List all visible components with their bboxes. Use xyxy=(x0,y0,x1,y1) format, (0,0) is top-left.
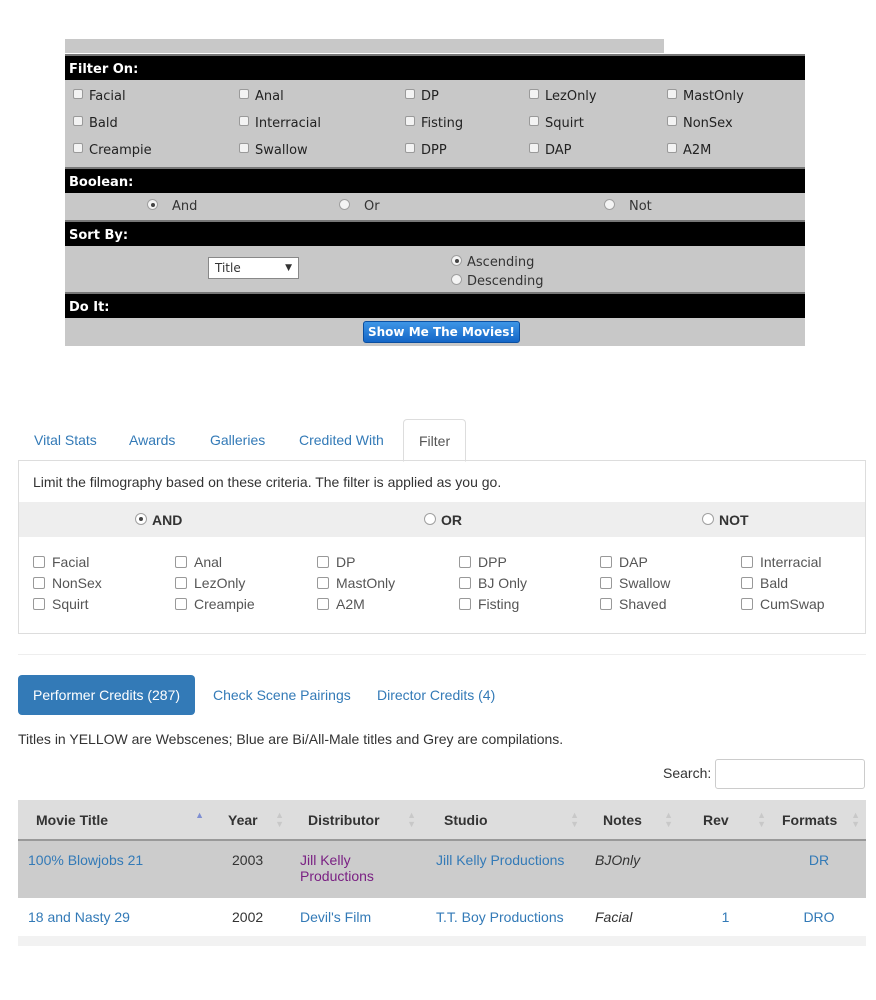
column-header-rev[interactable] xyxy=(679,800,772,840)
checkbox[interactable] xyxy=(529,89,539,99)
column-header-year[interactable] xyxy=(210,800,290,840)
formats-cell xyxy=(772,898,866,936)
legacy-checkbox-anal[interactable] xyxy=(239,83,405,110)
formats-link[interactable]: DR xyxy=(808,852,830,868)
radio-selected[interactable] xyxy=(135,513,147,525)
studio-cell xyxy=(422,840,585,898)
pill-director-credits[interactable]: Director Credits (4) xyxy=(377,687,496,703)
checkbox-swallow[interactable] xyxy=(600,572,741,593)
column-header-studio[interactable] xyxy=(422,800,585,840)
checkbox-label: BJ Only xyxy=(478,574,528,591)
radio[interactable] xyxy=(451,274,462,285)
checkbox[interactable] xyxy=(175,556,187,568)
sort-by-heading: Sort By: xyxy=(65,220,805,246)
search-label: Search: xyxy=(663,765,712,781)
checkbox-label: Interracial xyxy=(760,553,822,570)
checkbox[interactable] xyxy=(667,116,677,126)
checkbox-cumswap[interactable] xyxy=(741,593,876,614)
checkbox[interactable] xyxy=(33,577,45,589)
column-header-label: Formats xyxy=(782,811,838,828)
checkbox-label: Fisting xyxy=(421,116,464,131)
checkbox[interactable] xyxy=(317,577,329,589)
rev-link[interactable]: 1 xyxy=(721,909,730,925)
radio-not[interactable] xyxy=(702,512,749,528)
checkbox-a2m[interactable] xyxy=(317,593,459,614)
legacy-checkbox-creampie[interactable] xyxy=(73,137,239,164)
checkbox-bald[interactable] xyxy=(741,572,876,593)
sort-ascending-icon: ▲ xyxy=(195,810,204,820)
radio-label: Descending xyxy=(467,274,544,289)
checkbox-label: Swallow xyxy=(619,574,671,591)
rev-cell xyxy=(679,840,772,898)
checkbox-shaved[interactable] xyxy=(600,593,741,614)
checkbox[interactable] xyxy=(73,143,83,153)
radio-ascending[interactable] xyxy=(451,253,544,272)
checkbox-label: Creampie xyxy=(194,595,255,612)
checkbox-label: A2M xyxy=(683,143,712,158)
legacy-checkbox-bald[interactable] xyxy=(73,110,239,137)
radio-or[interactable] xyxy=(424,512,462,528)
tab-awards[interactable]: Awards xyxy=(129,432,176,448)
table-header-row xyxy=(18,800,866,840)
checkbox[interactable] xyxy=(741,577,753,589)
divider xyxy=(18,654,866,655)
checkbox-label: DPP xyxy=(421,143,447,158)
checkbox-label: DP xyxy=(421,89,439,104)
checkbox-lezonly[interactable] xyxy=(175,572,317,593)
checkbox[interactable] xyxy=(600,577,612,589)
distributor-link[interactable]: Devil's Film xyxy=(300,909,372,925)
checkbox[interactable] xyxy=(175,598,187,610)
checkbox[interactable] xyxy=(600,598,612,610)
checkbox[interactable] xyxy=(239,89,249,99)
checkbox-label: Swallow xyxy=(255,143,308,158)
tab-galleries[interactable]: Galleries xyxy=(210,432,266,448)
checkbox-label: Bald xyxy=(89,116,118,131)
checkbox[interactable] xyxy=(459,598,471,610)
legacy-checkbox-dpp[interactable] xyxy=(405,137,529,164)
checkbox-interracial[interactable] xyxy=(741,551,876,572)
checkbox-label: MastOnly xyxy=(336,574,396,591)
checkbox[interactable] xyxy=(405,143,415,153)
filter-panel xyxy=(18,460,866,634)
checkbox-fisting[interactable] xyxy=(459,593,600,614)
checkbox[interactable] xyxy=(33,598,45,610)
legacy-checkbox-interracial[interactable] xyxy=(239,110,405,137)
radio[interactable] xyxy=(604,199,615,210)
checkbox[interactable] xyxy=(33,556,45,568)
legacy-checkbox-dap[interactable] xyxy=(529,137,667,164)
studio-link[interactable]: T.T. Boy Productions xyxy=(436,909,564,925)
show-movies-button[interactable]: Show Me The Movies! xyxy=(363,321,520,343)
radio-label: OR xyxy=(441,512,462,528)
legacy-boolean-row xyxy=(65,193,805,220)
radio-label: And xyxy=(172,199,198,214)
radio-descending[interactable] xyxy=(451,272,544,291)
checkbox[interactable] xyxy=(175,577,187,589)
table-row xyxy=(18,840,866,898)
checkbox[interactable] xyxy=(667,89,677,99)
column-header-label: Distributor xyxy=(308,811,380,828)
legacy-filter-form xyxy=(65,54,805,346)
radio-selected[interactable] xyxy=(451,255,462,266)
checkbox[interactable] xyxy=(529,116,539,126)
legacy-checkbox-squirt[interactable] xyxy=(529,110,667,137)
checkbox-dp[interactable] xyxy=(317,551,459,572)
sort-order-group xyxy=(451,253,544,291)
checkbox[interactable] xyxy=(239,143,249,153)
sort-both-icon: ▲ ▼ xyxy=(664,810,673,829)
notes-cell: Facial xyxy=(585,898,679,936)
sort-both-icon: ▲ ▼ xyxy=(851,810,860,829)
pill-check-scene-pairings[interactable]: Check Scene Pairings xyxy=(213,687,351,703)
tab-vital-stats[interactable]: Vital Stats xyxy=(34,432,97,448)
studio-cell xyxy=(422,898,585,936)
checkbox-label: Fisting xyxy=(478,595,520,612)
checkbox-label: CumSwap xyxy=(760,595,825,612)
sort-both-icon: ▲ ▼ xyxy=(407,810,416,829)
checkbox-label: MastOnly xyxy=(683,89,744,104)
legacy-sort-row xyxy=(65,246,805,292)
radio-label: Not xyxy=(629,199,652,214)
checkbox[interactable] xyxy=(405,89,415,99)
distributor-link[interactable]: Jill Kelly Productions xyxy=(300,852,374,884)
formats-cell xyxy=(772,840,866,898)
table-next-row-edge xyxy=(18,936,866,946)
movie-title-cell xyxy=(18,840,210,898)
legacy-checkbox-dp[interactable] xyxy=(405,83,529,110)
checkbox-squirt[interactable] xyxy=(33,593,175,614)
studio-link[interactable]: Jill Kelly Productions xyxy=(436,852,565,868)
legacy-checkbox-nonsex[interactable] xyxy=(667,110,813,137)
sort-both-icon: ▲ ▼ xyxy=(757,810,766,829)
checkbox[interactable] xyxy=(459,577,471,589)
checkbox[interactable] xyxy=(529,143,539,153)
column-header-label: Movie Title xyxy=(36,811,109,828)
legacy-checkbox-fisting[interactable] xyxy=(405,110,529,137)
checkbox-label: Squirt xyxy=(545,116,584,131)
movie-title-link[interactable]: 100% Blowjobs 21 xyxy=(28,852,144,868)
distributor-cell xyxy=(290,840,422,898)
sort-both-icon: ▲ ▼ xyxy=(570,810,579,829)
radio-label: Or xyxy=(364,199,380,214)
checkbox[interactable] xyxy=(73,116,83,126)
radio-and[interactable] xyxy=(135,512,182,528)
radio-label: AND xyxy=(152,512,183,528)
radio[interactable] xyxy=(339,199,350,210)
checkbox[interactable] xyxy=(317,556,329,568)
column-header-distributor[interactable] xyxy=(290,800,422,840)
tab-credited-with[interactable]: Credited With xyxy=(299,432,384,448)
radio-label: Ascending xyxy=(467,255,535,270)
color-legend-note: Titles in YELLOW are Webscenes; Blue are Bi/All-Male titles and Grey are compilations. xyxy=(18,731,564,747)
checkbox-creampie[interactable] xyxy=(175,593,317,614)
checkbox-label: LezOnly xyxy=(545,89,597,104)
checkbox-label: Interracial xyxy=(255,116,321,131)
column-header-movie-title[interactable] xyxy=(18,800,210,840)
tab-filter[interactable]: Filter xyxy=(403,419,466,462)
legacy-checkbox-swallow[interactable] xyxy=(239,137,405,164)
legacy-submit-row xyxy=(65,318,805,346)
checkbox-label: DAP xyxy=(545,143,572,158)
year-cell: 2003 xyxy=(210,840,290,898)
distributor-cell xyxy=(290,898,422,936)
checkbox-label: DAP xyxy=(619,553,648,570)
checkbox-facial[interactable] xyxy=(33,551,175,572)
checkbox-label: NonSex xyxy=(52,574,102,591)
checkbox-label: Bald xyxy=(760,574,789,591)
checkbox[interactable] xyxy=(405,116,415,126)
legacy-checkbox-grid xyxy=(65,80,805,167)
column-header-label: Notes xyxy=(603,811,642,828)
pill-performer-credits[interactable]: Performer Credits (287) xyxy=(18,675,195,715)
checkbox-label: NonSex xyxy=(683,116,733,131)
legacy-checkbox-mastonly[interactable] xyxy=(667,83,813,110)
boolean-heading: Boolean: xyxy=(65,167,805,193)
radio-label: NOT xyxy=(719,512,749,528)
legacy-checkbox-lezonly[interactable] xyxy=(529,83,667,110)
formats-link[interactable]: DRO xyxy=(803,909,835,925)
radio[interactable] xyxy=(702,513,714,525)
year-cell: 2002 xyxy=(210,898,290,936)
checkbox-dap[interactable] xyxy=(600,551,741,572)
column-header-label: Rev xyxy=(703,811,729,828)
checkbox-dpp[interactable] xyxy=(459,551,600,572)
do-it-heading: Do It: xyxy=(65,292,805,318)
filter-intro-text: Limit the filmography based on these criteria. The filter is applied as you go. xyxy=(33,474,502,490)
column-header-notes[interactable] xyxy=(585,800,679,840)
table-row xyxy=(18,898,866,936)
checkbox-label: Creampie xyxy=(89,143,152,158)
movie-title-cell xyxy=(18,898,210,936)
checkbox-bj-only[interactable] xyxy=(459,572,600,593)
rev-cell xyxy=(679,898,772,936)
checkbox[interactable] xyxy=(741,598,753,610)
dropdown-arrow-icon: ▼ xyxy=(285,263,292,273)
checkbox[interactable] xyxy=(317,598,329,610)
checkbox[interactable] xyxy=(459,556,471,568)
checkbox-label: Facial xyxy=(52,553,90,570)
legacy-checkbox-a2m[interactable] xyxy=(667,137,813,164)
legacy-radio-not[interactable] xyxy=(604,199,652,214)
filter-on-heading: Filter On: xyxy=(65,54,805,80)
checkbox-label: DP xyxy=(336,553,356,570)
filter-checkbox-grid xyxy=(33,551,876,614)
sort-select[interactable] xyxy=(208,257,299,279)
notes-cell: BJOnly xyxy=(585,840,679,898)
checkbox-label: Squirt xyxy=(52,595,89,612)
checkbox-label: Anal xyxy=(255,89,284,104)
search-input[interactable] xyxy=(715,759,865,789)
checkbox-label: A2M xyxy=(336,595,365,612)
column-header-label: Studio xyxy=(444,811,488,828)
legacy-checkbox-facial[interactable] xyxy=(73,83,239,110)
checkbox[interactable] xyxy=(741,556,753,568)
legacy-radio-or[interactable] xyxy=(339,199,380,214)
legacy-radio-and[interactable] xyxy=(147,199,197,214)
checkbox-label: LezOnly xyxy=(194,574,246,591)
checkbox[interactable] xyxy=(239,116,249,126)
movie-title-link[interactable]: 18 and Nasty 29 xyxy=(28,909,130,925)
checkbox-label: Anal xyxy=(194,553,223,570)
checkbox[interactable] xyxy=(600,556,612,568)
checkbox-label: DPP xyxy=(478,553,507,570)
profile-tabs xyxy=(18,419,866,461)
boolean-band xyxy=(19,502,865,537)
sort-both-icon: ▲ ▼ xyxy=(275,810,284,829)
column-header-formats[interactable] xyxy=(772,800,866,840)
checkbox-anal[interactable] xyxy=(175,551,317,572)
radio-selected[interactable] xyxy=(147,199,158,210)
checkbox-label: Shaved xyxy=(619,595,667,612)
checkbox[interactable] xyxy=(73,89,83,99)
checkbox-mastonly[interactable] xyxy=(317,572,459,593)
sort-select-value: Title xyxy=(215,261,241,275)
checkbox-nonsex[interactable] xyxy=(33,572,175,593)
column-header-label: Year xyxy=(228,811,258,828)
legacy-top-bar xyxy=(65,39,664,53)
checkbox-label: Facial xyxy=(89,89,126,104)
radio[interactable] xyxy=(424,513,436,525)
credits-table xyxy=(18,800,866,937)
checkbox[interactable] xyxy=(667,143,677,153)
